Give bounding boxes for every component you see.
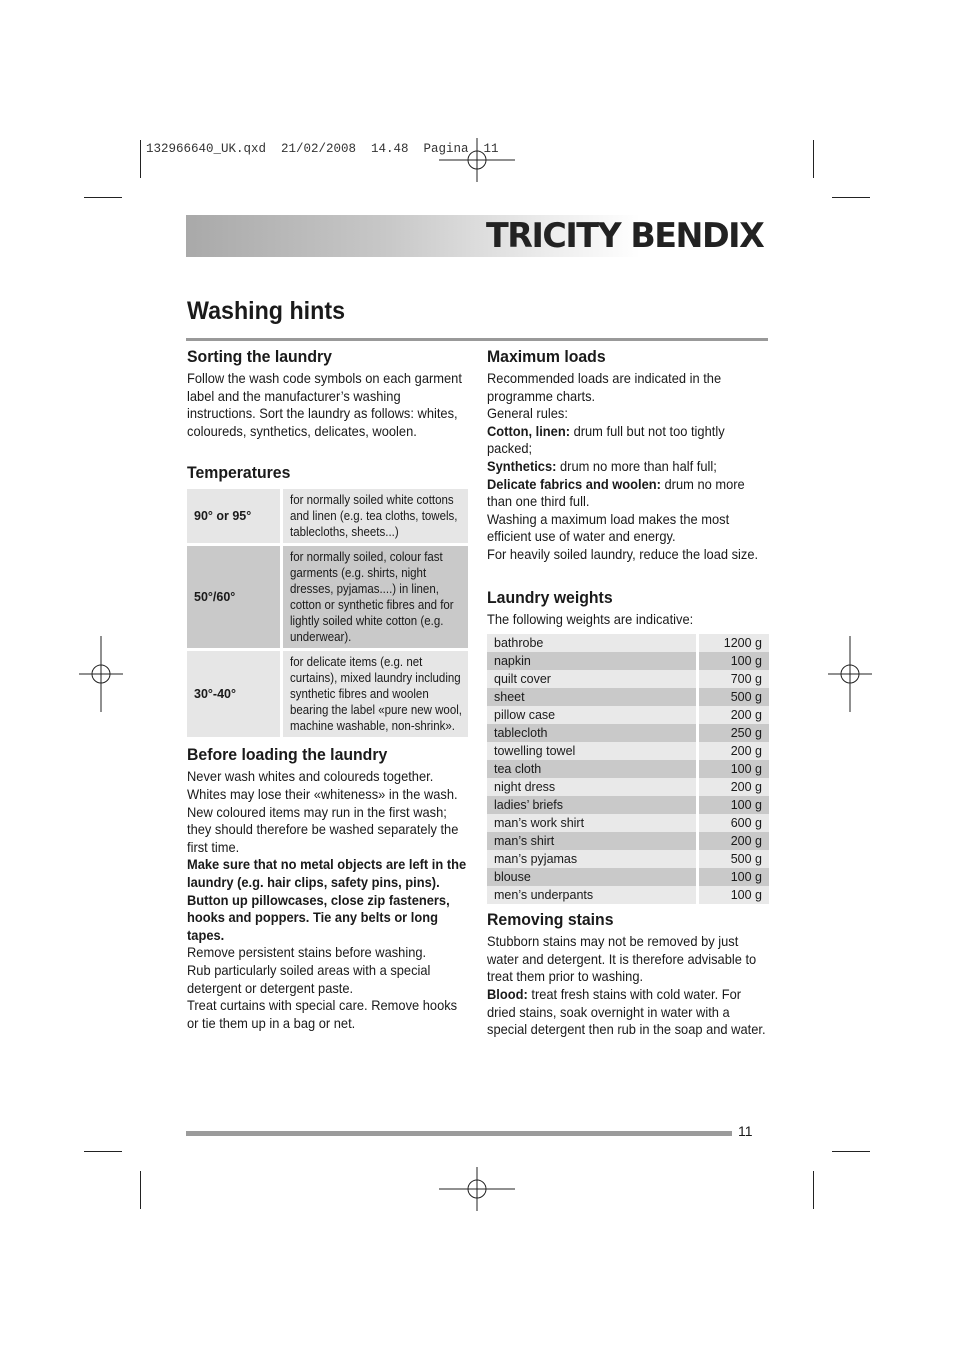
stains-intro: Stubborn stains may not be removed by just water and detergent. It is therefore advisable to treat them prior to washing.	[487, 933, 757, 985]
table-row	[487, 688, 769, 706]
title-divider	[186, 338, 768, 341]
table-row	[487, 724, 769, 742]
synthetics-rule: Synthetics: drum no more than half full;	[487, 457, 717, 474]
weight-item: man’s pyjamas	[487, 850, 696, 868]
weight-item: man’s shirt	[487, 832, 696, 850]
crop-mark	[813, 140, 814, 178]
temperatures-table	[187, 486, 468, 740]
before-loading-p1: Never wash whites and coloureds together. Whites may lose their «whiteness» in the wash.	[187, 768, 458, 802]
table-row	[187, 489, 468, 543]
weight-value: 200 g	[696, 778, 769, 796]
registration-mark-icon	[63, 636, 139, 712]
crop-mark	[140, 140, 141, 178]
table-row	[187, 546, 468, 648]
before-loading-p4: Rub particularly soiled areas with a special detergent or detergent paste.	[187, 961, 431, 996]
weights-intro: The following weights are indicative:	[487, 610, 694, 627]
weight-value: 700 g	[696, 670, 769, 688]
table-row	[487, 796, 769, 814]
sorting-body: Follow the wash code symbols on each garment label and the manufacturer’s washing instructions. Sort the laundry as follows: whites, coloureds, synthetics, delicates, woolen.	[187, 370, 462, 439]
weights-heading: Laundry weights	[487, 587, 613, 607]
weight-value: 100 g	[696, 652, 769, 670]
weight-item: blouse	[487, 868, 696, 886]
table-row	[487, 868, 769, 886]
weight-value: 100 g	[696, 760, 769, 778]
table-row	[487, 652, 769, 670]
table-row	[487, 634, 769, 652]
max-loads-general: General rules:	[487, 405, 568, 422]
table-row	[487, 886, 769, 904]
table-row	[487, 760, 769, 778]
registration-mark-icon	[812, 636, 888, 712]
registration-mark-icon	[439, 1151, 515, 1227]
table-row	[487, 670, 769, 688]
left-column	[187, 346, 469, 1032]
registration-mark-icon	[439, 122, 515, 198]
temp-label: 90° or 95°	[187, 489, 283, 543]
metal-objects-warning: Make sure that no metal objects are left in the laundry (e.g. hair clips, safety pins, pins). Button up pillowcases, close zip fasteners, hooks and poppers. Tie any belts or long tapes.	[187, 856, 467, 943]
max-loads-heading: Maximum loads	[487, 347, 606, 366]
weight-item: bathrobe	[487, 634, 696, 652]
temperatures-heading: Temperatures	[187, 463, 291, 483]
weight-value: 200 g	[696, 706, 769, 724]
weight-item: napkin	[487, 652, 696, 670]
weight-value: 600 g	[696, 814, 769, 832]
print-slug: 132966640_UK.qxd 21/02/2008 14.48 Pagina 11	[146, 142, 499, 156]
weight-item: sheet	[487, 688, 696, 706]
delicate-rule: Delicate fabrics and woolen: drum no more than one third full.	[487, 475, 745, 510]
weight-value: 1200 g	[696, 634, 769, 652]
weight-item: night dress	[487, 778, 696, 796]
blood-stain-tip: Blood: treat fresh stains with cold water. For dried stains, soak overnight in water with a special detergent then rub in the soap and water.	[487, 985, 766, 1038]
crop-mark	[84, 197, 122, 198]
crop-mark	[832, 197, 870, 198]
temp-description: for normally soiled, colour fast garments (e.g. shirts, night dresses, pyjamas....) in linen, cotton or synthetic fibres and for lightly soiled white cotton (e.g. underwear).	[283, 546, 468, 648]
page-number: 11	[738, 1123, 753, 1139]
table-row	[187, 651, 468, 737]
weight-item: ladies’ briefs	[487, 796, 696, 814]
crop-mark	[84, 1151, 122, 1152]
temp-label: 50°/60°	[187, 546, 283, 648]
weight-item: towelling towel	[487, 742, 696, 760]
table-row	[487, 742, 769, 760]
max-loads-intro: Recommended loads are indicated in the programme charts.	[487, 370, 722, 404]
weight-value: 100 g	[696, 886, 769, 904]
table-row	[487, 850, 769, 868]
crop-mark	[813, 1171, 814, 1209]
table-row	[487, 706, 769, 724]
before-loading-p5: Treat curtains with special care. Remove hooks or tie them up in a bag or net.	[187, 997, 458, 1031]
table-row	[487, 814, 769, 832]
heavy-soil-note: For heavily soiled laundry, reduce the load size.	[487, 545, 759, 562]
max-load-efficiency: Washing a maximum load makes the most efficient use of water and energy.	[487, 510, 730, 545]
temp-description: for normally soiled white cottons and linen (e.g. tea cloths, towels, tablecloths, sheets...)	[283, 489, 468, 543]
weight-item: man’s work shirt	[487, 814, 696, 832]
temp-label: 30°-40°	[187, 651, 283, 737]
weight-item: tea cloth	[487, 760, 696, 778]
page-title: Washing hints	[187, 297, 346, 325]
cotton-rule: Cotton, linen: drum full but not too tightly packed;	[487, 422, 725, 457]
crop-mark	[140, 1171, 141, 1209]
right-column	[487, 346, 769, 1039]
temp-description: for delicate items (e.g. net curtains), mixed laundry including synthetic fibres and woolen bearing the label «pure new wool, machine washable, non-shrink».	[283, 651, 468, 737]
before-loading-p2: New coloured items may run in the first wash; they should therefore be washed separately the first time.	[187, 803, 459, 855]
before-loading-p3: Remove persistent stains before washing.	[187, 944, 427, 961]
before-loading-heading: Before loading the laundry	[187, 745, 388, 765]
weight-item: tablecloth	[487, 724, 696, 742]
stains-heading: Removing stains	[487, 910, 614, 930]
weight-value: 250 g	[696, 724, 769, 742]
laundry-weights-table	[487, 634, 769, 904]
table-row	[487, 778, 769, 796]
weight-value: 500 g	[696, 850, 769, 868]
weight-value: 100 g	[696, 796, 769, 814]
sorting-heading: Sorting the laundry	[187, 347, 332, 366]
table-row	[487, 832, 769, 850]
weight-value: 200 g	[696, 742, 769, 760]
weight-value: 500 g	[696, 688, 769, 706]
weight-value: 200 g	[696, 832, 769, 850]
crop-mark	[832, 1151, 870, 1152]
weight-item: pillow case	[487, 706, 696, 724]
weight-item: quilt cover	[487, 670, 696, 688]
weight-item: men’s underpants	[487, 886, 696, 904]
brand-logo: TRICITY BENDIX	[486, 216, 764, 256]
footer-rule	[186, 1131, 732, 1136]
weight-value: 100 g	[696, 868, 769, 886]
